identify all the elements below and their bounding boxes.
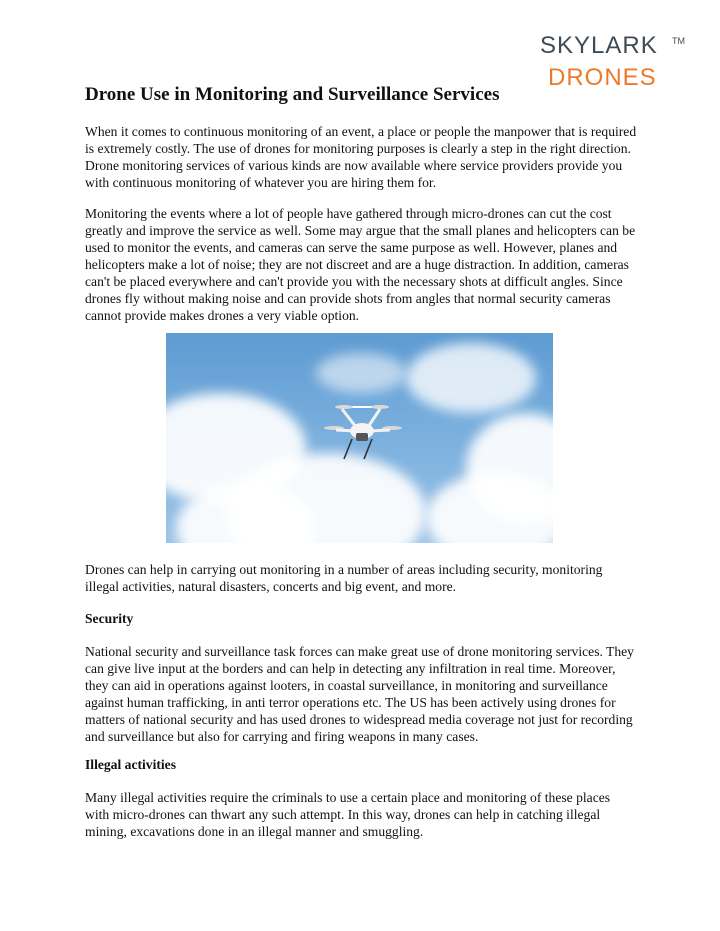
paragraph-security: National security and surveillance task forces can make great use of drone monitoring services. They can give live input at the borders and can help in detecting any infiltration in real time. Moreover, they can aid in operations against looters, in coastal surveillance, in monitoring and surveillance against human trafficking, in anti terror operations etc. The US has been actively using drones for matters of national security and has used drones to widespread media coverage not just for recording and surveillance but also for carrying and firing weapons in many cases. (85, 644, 634, 744)
heading-security: Security (85, 611, 134, 626)
paragraph-intro: When it comes to continuous monitoring of an event, a place or people the manpower that is required is extremely costly. The use of drones for monitoring purposes is clearly a step in the right direction. Drone monitoring services of various kinds are now available where service providers provide you with continuous monitoring of whatever you are hiring them for. (85, 124, 637, 190)
heading-illegal-activities: Illegal activities (85, 757, 176, 772)
page-title: Drone Use in Monitoring and Surveillance Services (85, 84, 500, 105)
logo-line-2: DRONES (548, 64, 657, 91)
logo-line-1: SKYLARK (540, 32, 658, 59)
drone-icon (322, 395, 402, 465)
logo-trademark: TM (672, 36, 685, 46)
paragraph-illegal-activities: Many illegal activities require the criminals to use a certain place and monitoring of these places with micro-drones can thwart any such attempt. In this way, drones can help in catching illegal mining, excavations done in an illegal manner and smuggling. (85, 790, 611, 839)
skylark-drones-logo (540, 32, 690, 94)
paragraph-events: Monitoring the events where a lot of people have gathered through micro-drones can cut the cost greatly and improve the service as well. Some may argue that the small planes and helicopters can be used to monitor the events, and cameras can serve the same purpose as well. However, planes and helicopters make a lot of noise; they are not discreet and are a huge distraction. In addition, cameras can't be placed everywhere and can't provide you with the necessary shots at difficult angles. Since drones fly without making noise and can provide shots from angles that normal security cameras cannot provide makes drones a very viable option. (85, 206, 636, 323)
paragraph-areas: Drones can help in carrying out monitoring in a number of areas including security, monitoring illegal activities, natural disasters, concerts and big event, and more. (85, 562, 603, 594)
